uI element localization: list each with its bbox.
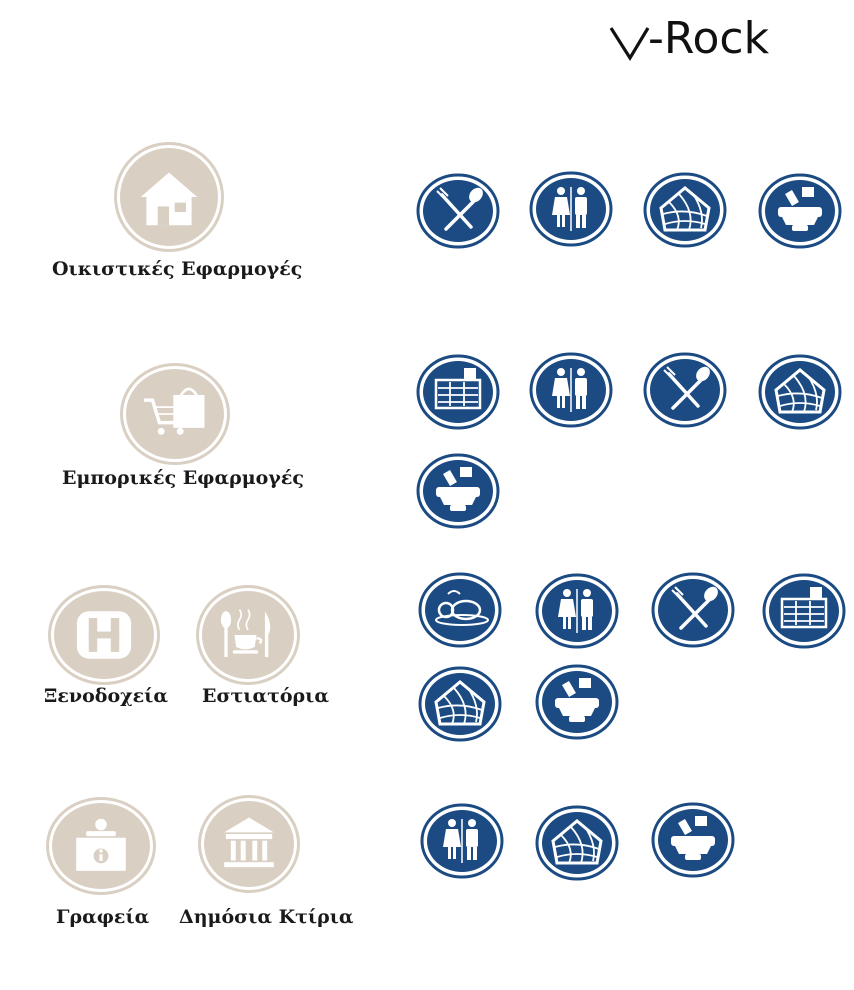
category-label: Δημόσια Κτίρια <box>179 906 354 928</box>
category-label: Οικιστικές Εφαρμογές <box>52 258 303 280</box>
category-label: Ξενοδοχεία <box>44 685 168 707</box>
category-label: Εμπορικές Εφαρμογές <box>62 467 304 489</box>
hemp-mesh-house-icon <box>418 666 502 742</box>
toilets-icon <box>535 573 619 649</box>
category-label: Γραφεία <box>56 906 150 928</box>
sink-icon <box>535 664 619 740</box>
toilets-icon <box>529 171 613 247</box>
sink-icon <box>416 453 500 529</box>
hemp-mesh-house-icon <box>758 354 842 430</box>
brand-name: -Rock <box>648 13 770 64</box>
shopping-cart-icon <box>123 366 227 462</box>
storage-building-icon <box>762 573 846 649</box>
food-platter-icon <box>418 572 502 648</box>
hotel-icon <box>51 588 157 682</box>
storage-building-icon <box>416 354 500 430</box>
hemp-mesh-house-icon <box>643 172 727 248</box>
category-label: Εστιατόρια <box>202 685 329 707</box>
office-desk-icon <box>49 800 153 892</box>
toilets-icon <box>529 352 613 428</box>
sink-icon <box>651 802 735 878</box>
hemp-mesh-house-icon <box>535 805 619 881</box>
house-icon <box>117 145 221 249</box>
restaurant-icon <box>199 588 297 682</box>
brand-logo <box>608 13 788 66</box>
cutlery-icon <box>651 572 735 648</box>
cutlery-icon <box>643 352 727 428</box>
sink-icon <box>758 173 842 249</box>
cutlery-icon <box>416 173 500 249</box>
toilets-icon <box>420 803 504 879</box>
public-building-icon <box>201 798 297 890</box>
